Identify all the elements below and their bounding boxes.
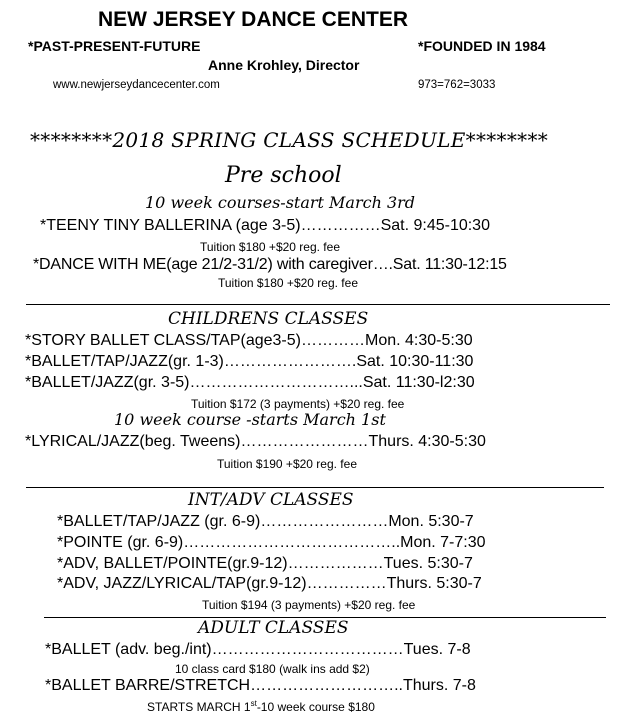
preschool-heading: Pre school xyxy=(225,163,342,188)
starts-note-pre: STARTS MARCH 1 xyxy=(147,700,251,714)
fee-teeny-tiny: Tuition $180 +$20 reg. fee xyxy=(200,240,340,254)
schedule-title: ********2018 SPRING CLASS SCHEDULE******** xyxy=(30,128,549,152)
starts-note-post: -10 week course $180 xyxy=(256,700,375,714)
class-adv-ballet-pointe: *ADV, BALLET/POINTE(gr.9-12)………………Tues. 5:30-7 xyxy=(57,555,473,572)
fee-lyrical: Tuition $190 +$20 reg. fee xyxy=(217,457,357,471)
intadv-heading: INT/ADV CLASSES xyxy=(188,490,354,510)
class-ballet-barre: *BALLET BARRE/STRETCH………………………..Thurs. 7-8 xyxy=(45,677,476,694)
divider-1 xyxy=(26,304,610,305)
class-adult-ballet: *BALLET (adv. beg./int)………………………………Tues. 7-8 xyxy=(45,641,471,658)
class-teeny-tiny-ballerina: *TEENY TINY BALLERINA (age 3-5)……………Sat. 9:45-10:30 xyxy=(40,217,490,234)
fee-children: Tuition $172 (3 payments) +$20 reg. fee xyxy=(191,397,405,411)
class-ballet-tap-jazz-1-3: *BALLET/TAP/JAZZ(gr. 1-3)…………………….Sat. 10:30-11:30 xyxy=(25,353,474,370)
fee-adult-ballet: 10 class card $180 (walk ins add $2) xyxy=(175,662,370,676)
adult-heading: ADULT CLASSES xyxy=(198,618,349,638)
children-heading: CHILDRENS CLASSES xyxy=(168,309,369,329)
class-dance-with-me: *DANCE WITH ME(age 21/2-31/2) with caregiver….Sat. 11:30-12:15 xyxy=(33,256,507,273)
class-lyrical-jazz: *LYRICAL/JAZZ(beg. Tweens)……………………Thurs. 4:30-5:30 xyxy=(25,433,486,450)
starts-note xyxy=(147,699,375,714)
class-pointe: *POINTE (gr. 6-9)…………………………………..Mon. 7-7:30 xyxy=(57,534,486,551)
preschool-subheading: 10 week courses-start March 3rd xyxy=(145,193,416,212)
children-subheading: 10 week course -starts March 1st xyxy=(114,410,386,429)
class-ballet-jazz-3-5: *BALLET/JAZZ(gr. 3-5)…………………………...Sat. 11:30-l2:30 xyxy=(25,374,475,391)
tagline-left: *PAST-PRESENT-FUTURE xyxy=(28,38,201,54)
class-adv-jazz-lyrical-tap: *ADV, JAZZ/LYRICAL/TAP(gr.9-12)……………Thurs. 5:30-7 xyxy=(57,575,482,592)
class-ballet-tap-jazz-6-9: *BALLET/TAP/JAZZ (gr. 6-9)……………………Mon. 5:30-7 xyxy=(57,513,474,530)
director-name: Anne Krohley, Director xyxy=(208,57,360,73)
website-link[interactable]: www.newjerseydancecenter.com xyxy=(53,79,220,91)
fee-dance-with-me: Tuition $180 +$20 reg. fee xyxy=(218,276,358,290)
fee-intadv: Tuition $194 (3 payments) +$20 reg. fee xyxy=(202,598,416,612)
center-title: NEW JERSEY DANCE CENTER xyxy=(98,8,408,31)
tagline-right: *FOUNDED IN 1984 xyxy=(418,38,546,54)
divider-2 xyxy=(26,487,604,488)
starts-note-sup: st xyxy=(250,699,257,708)
class-story-ballet: *STORY BALLET CLASS/TAP(age3-5)…………Mon. 4:30-5:30 xyxy=(25,332,473,349)
phone-number: 973=762=3033 xyxy=(418,79,496,91)
